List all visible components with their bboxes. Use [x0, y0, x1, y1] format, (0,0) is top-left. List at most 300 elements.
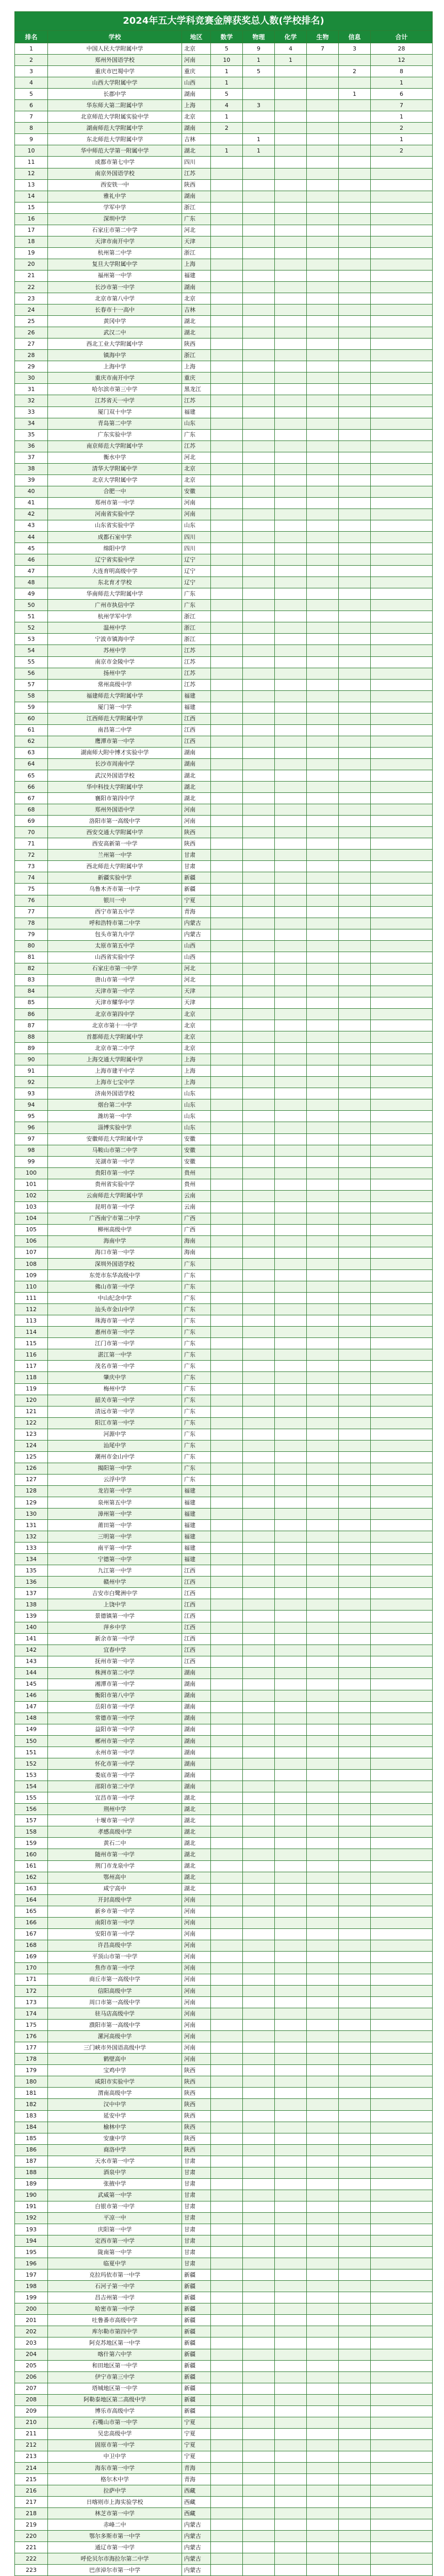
cell-school: 潮州市金山中学: [48, 1451, 182, 1463]
cell-region: 宁夏: [182, 2451, 211, 2462]
cell-rank: 143: [15, 1656, 48, 1667]
cell-total: [371, 1122, 433, 1133]
cell-total: [371, 1247, 433, 1258]
cell-physics: [243, 1633, 275, 1645]
cell-math: [211, 1031, 243, 1043]
cell-physics: [243, 2360, 275, 2371]
cell-school: 上海中学: [48, 361, 182, 372]
cell-biology: [307, 202, 339, 213]
cell-biology: [307, 304, 339, 316]
cell-total: [371, 816, 433, 827]
cell-region: 广东: [182, 213, 211, 225]
cell-math: [211, 2371, 243, 2383]
cell-total: [371, 2383, 433, 2394]
cell-physics: [243, 2178, 275, 2190]
cell-total: [371, 1043, 433, 1054]
cell-rank: 95: [15, 1111, 48, 1122]
table-row: [15, 293, 433, 304]
cell-biology: [307, 566, 339, 577]
cell-chemistry: [275, 872, 307, 884]
cell-school: 南京外国语学校: [48, 168, 182, 179]
cell-chemistry: [275, 2281, 307, 2292]
cell-math: [211, 486, 243, 497]
cell-informatics: [339, 804, 371, 816]
table-row: [15, 43, 433, 55]
cell-total: [371, 952, 433, 963]
cell-chemistry: [275, 2008, 307, 2020]
cell-total: [371, 2531, 433, 2542]
cell-total: [371, 2110, 433, 2122]
cell-rank: 77: [15, 906, 48, 918]
cell-chemistry: [275, 1054, 307, 1065]
table-row: [15, 304, 433, 316]
ranking-table-container: [14, 11, 432, 2576]
cell-school: 驻马店高级中学: [48, 2008, 182, 2020]
table-row: [15, 532, 433, 543]
cell-physics: [243, 2394, 275, 2405]
cell-region: 陕西: [182, 2144, 211, 2156]
cell-biology: [307, 2349, 339, 2360]
cell-total: [371, 2497, 433, 2508]
table-row: [15, 1247, 433, 1258]
cell-region: 甘肃: [182, 2201, 211, 2212]
cell-biology: [307, 1043, 339, 1054]
cell-region: 河南: [182, 1951, 211, 1962]
cell-chemistry: [275, 1883, 307, 1894]
cell-school: 鹰潭市第一中学: [48, 736, 182, 747]
cell-biology: [307, 940, 339, 952]
cell-informatics: [339, 2031, 371, 2042]
cell-biology: [307, 1474, 339, 1485]
cell-total: [371, 2258, 433, 2269]
cell-rank: 184: [15, 2122, 48, 2133]
cell-chemistry: [275, 1020, 307, 1031]
cell-total: [371, 1758, 433, 1770]
table-title: 2024年五大学科竞赛金牌获奖总人数(学校排名): [15, 12, 433, 31]
cell-physics: [243, 1122, 275, 1133]
cell-informatics: [339, 1577, 371, 1588]
cell-total: [371, 2485, 433, 2497]
table-row: [15, 1826, 433, 1838]
cell-informatics: [339, 1509, 371, 1520]
cell-school: 杭州学军中学: [48, 611, 182, 622]
cell-school: 和田地区第一中学: [48, 2360, 182, 2371]
cell-school: 许昌高级中学: [48, 1940, 182, 1951]
cell-math: [211, 1259, 243, 1270]
cell-rank: 78: [15, 918, 48, 929]
table-row: [15, 872, 433, 884]
cell-total: [371, 1485, 433, 1497]
cell-chemistry: [275, 724, 307, 736]
cell-chemistry: [275, 1213, 307, 1224]
cell-informatics: [339, 157, 371, 168]
cell-chemistry: [275, 1224, 307, 1235]
cell-region: 广东: [182, 1361, 211, 1372]
cell-biology: [307, 850, 339, 861]
cell-math: [211, 713, 243, 724]
cell-physics: [243, 1383, 275, 1395]
cell-school: 上海交通大学附属中学: [48, 1054, 182, 1065]
table-row: [15, 497, 433, 509]
cell-informatics: [339, 452, 371, 463]
cell-math: [211, 622, 243, 634]
cell-chemistry: [275, 2088, 307, 2099]
cell-school: 江苏省天一中学: [48, 395, 182, 406]
cell-math: [211, 702, 243, 713]
cell-chemistry: [275, 736, 307, 747]
cell-total: [371, 2292, 433, 2303]
cell-rank: 190: [15, 2190, 48, 2201]
cell-math: [211, 213, 243, 225]
cell-chemistry: [275, 1293, 307, 1304]
cell-region: 广东: [182, 1270, 211, 1281]
cell-biology: [307, 55, 339, 66]
cell-physics: [243, 1894, 275, 1906]
table-row: [15, 2190, 433, 2201]
cell-informatics: [339, 747, 371, 758]
table-row: [15, 1917, 433, 1928]
table-row: [15, 2076, 433, 2088]
cell-informatics: [339, 963, 371, 974]
cell-biology: [307, 474, 339, 486]
cell-school: 阳江市第一中学: [48, 1417, 182, 1429]
cell-rank: 223: [15, 2565, 48, 2576]
cell-total: [371, 2315, 433, 2326]
cell-informatics: [339, 906, 371, 918]
table-row: [15, 1054, 433, 1065]
cell-chemistry: [275, 2224, 307, 2235]
cell-informatics: [339, 2110, 371, 2122]
cell-math: [211, 2167, 243, 2178]
cell-total: [371, 1599, 433, 1611]
cell-physics: [243, 963, 275, 974]
cell-math: [211, 1792, 243, 1804]
cell-math: 1: [211, 77, 243, 89]
cell-biology: [307, 2303, 339, 2315]
cell-informatics: [339, 1781, 371, 1792]
cell-total: [371, 918, 433, 929]
cell-physics: [243, 452, 275, 463]
cell-chemistry: [275, 2542, 307, 2553]
cell-physics: [243, 1008, 275, 1020]
cell-physics: [243, 123, 275, 134]
cell-total: [371, 1917, 433, 1928]
cell-biology: [307, 2508, 339, 2519]
cell-school: 十堰市第一中学: [48, 1815, 182, 1826]
cell-math: [211, 1860, 243, 1872]
cell-region: 山西: [182, 940, 211, 952]
cell-total: [371, 1406, 433, 1417]
cell-math: [211, 895, 243, 906]
cell-school: 呼和浩特市第二中学: [48, 918, 182, 929]
table-row: [15, 259, 433, 270]
cell-physics: [243, 770, 275, 782]
table-row: [15, 1122, 433, 1133]
cell-rank: 38: [15, 463, 48, 474]
cell-physics: [243, 1986, 275, 1997]
table-row: [15, 1815, 433, 1826]
table-row: [15, 895, 433, 906]
cell-region: 新疆: [182, 2371, 211, 2383]
cell-informatics: [339, 1679, 371, 1690]
cell-region: 湖北: [182, 1849, 211, 1860]
cell-school: 伊宁市第三中学: [48, 2371, 182, 2383]
table-row: [15, 1315, 433, 1327]
cell-biology: [307, 225, 339, 236]
cell-math: 2: [211, 123, 243, 134]
table-row: [15, 1201, 433, 1213]
cell-chemistry: [275, 997, 307, 1008]
cell-rank: 158: [15, 1826, 48, 1838]
cell-physics: [243, 1565, 275, 1577]
table-row: [15, 2508, 433, 2519]
cell-rank: 163: [15, 1883, 48, 1894]
cell-rank: 2: [15, 55, 48, 66]
cell-biology: [307, 1633, 339, 1645]
table-row: [15, 213, 433, 225]
cell-rank: 12: [15, 168, 48, 179]
cell-school: 鄂尔多斯市第一中学: [48, 2531, 182, 2542]
cell-biology: [307, 2497, 339, 2508]
cell-total: [371, 281, 433, 293]
cell-informatics: [339, 816, 371, 827]
cell-chemistry: [275, 213, 307, 225]
cell-region: 山西: [182, 77, 211, 89]
cell-region: 黑龙江: [182, 384, 211, 395]
cell-rank: 105: [15, 1224, 48, 1235]
table-row: [15, 2247, 433, 2258]
cell-informatics: [339, 1304, 371, 1315]
table-row: [15, 2144, 433, 2156]
cell-total: [371, 634, 433, 645]
cell-informatics: [339, 1077, 371, 1088]
cell-region: 宁夏: [182, 2428, 211, 2439]
cell-biology: [307, 497, 339, 509]
cell-chemistry: [275, 1463, 307, 1474]
cell-rank: 198: [15, 2281, 48, 2292]
cell-chemistry: [275, 1622, 307, 1633]
table-row: [15, 406, 433, 418]
table-row: [15, 2542, 433, 2553]
cell-rank: 167: [15, 1928, 48, 1940]
cell-biology: [307, 429, 339, 440]
cell-math: [211, 2451, 243, 2462]
cell-total: [371, 793, 433, 804]
cell-informatics: [339, 225, 371, 236]
cell-chemistry: [275, 1451, 307, 1463]
cell-region: 湖南: [182, 1713, 211, 1724]
table-row: [15, 940, 433, 952]
cell-math: [211, 2020, 243, 2031]
cell-math: [211, 827, 243, 838]
cell-rank: 192: [15, 2212, 48, 2224]
cell-chemistry: [275, 338, 307, 350]
table-row: [15, 2065, 433, 2076]
cell-chemistry: [275, 622, 307, 634]
cell-rank: 133: [15, 1543, 48, 1554]
cell-chemistry: [275, 2212, 307, 2224]
cell-total: [371, 2371, 433, 2383]
cell-rank: 181: [15, 2088, 48, 2099]
cell-physics: [243, 1713, 275, 1724]
cell-total: [371, 1986, 433, 1997]
cell-physics: [243, 2190, 275, 2201]
cell-math: [211, 2303, 243, 2315]
cell-school: 赣州中学: [48, 1577, 182, 1588]
cell-school: 白银市第一中学: [48, 2201, 182, 2212]
cell-math: [211, 918, 243, 929]
cell-math: [211, 1611, 243, 1622]
cell-chemistry: [275, 145, 307, 157]
cell-region: 新疆: [182, 2303, 211, 2315]
cell-rank: 113: [15, 1315, 48, 1327]
cell-biology: [307, 554, 339, 566]
table-row: [15, 1792, 433, 1804]
cell-chemistry: [275, 1145, 307, 1156]
cell-math: [211, 1122, 243, 1133]
cell-school: 克拉玛依市第一中学: [48, 2269, 182, 2281]
cell-school: 喀什第六中学: [48, 2349, 182, 2360]
cell-biology: [307, 2451, 339, 2462]
cell-physics: [243, 2315, 275, 2326]
cell-region: 上海: [182, 1054, 211, 1065]
cell-school: 新余市第一中学: [48, 1633, 182, 1645]
cell-rank: 118: [15, 1372, 48, 1383]
cell-rank: 31: [15, 384, 48, 395]
cell-rank: 44: [15, 532, 48, 543]
cell-region: 浙江: [182, 611, 211, 622]
cell-rank: 112: [15, 1304, 48, 1315]
cell-biology: [307, 463, 339, 474]
table-row: [15, 1906, 433, 1917]
cell-school: 安阳市第一中学: [48, 1928, 182, 1940]
cell-total: [371, 577, 433, 588]
cell-physics: [243, 463, 275, 474]
table-row: [15, 963, 433, 974]
cell-total: [371, 2439, 433, 2451]
cell-region: 江苏: [182, 395, 211, 406]
cell-math: [211, 418, 243, 429]
cell-biology: [307, 509, 339, 520]
cell-physics: [243, 1962, 275, 1974]
cell-biology: [307, 758, 339, 770]
cell-informatics: [339, 2269, 371, 2281]
table-row: [15, 1645, 433, 1656]
cell-school: 海东市第一中学: [48, 2462, 182, 2473]
cell-informatics: [339, 1883, 371, 1894]
cell-math: [211, 861, 243, 872]
cell-chemistry: [275, 463, 307, 474]
cell-biology: [307, 1622, 339, 1633]
cell-school: 濮阳市第一高级中学: [48, 2020, 182, 2031]
cell-region: 陕西: [182, 2088, 211, 2099]
table-row: [15, 1259, 433, 1270]
cell-biology: [307, 247, 339, 259]
cell-chemistry: [275, 611, 307, 622]
cell-region: 湖南: [182, 281, 211, 293]
table-header-row: [15, 31, 433, 43]
cell-chemistry: [275, 2497, 307, 2508]
cell-region: 甘肃: [182, 2212, 211, 2224]
cell-total: [371, 554, 433, 566]
cell-school: 华中科技大学附属中学: [48, 782, 182, 793]
cell-school: 宜昌市第一中学: [48, 1792, 182, 1804]
cell-region: 甘肃: [182, 2156, 211, 2167]
table-row: [15, 2008, 433, 2020]
cell-physics: [243, 1020, 275, 1031]
cell-biology: [307, 1656, 339, 1667]
cell-informatics: [339, 1860, 371, 1872]
cell-total: [371, 1531, 433, 1543]
cell-biology: [307, 520, 339, 531]
cell-total: [371, 2178, 433, 2190]
cell-physics: [243, 2054, 275, 2065]
cell-total: [371, 1633, 433, 1645]
cell-school: 昆明市第一中学: [48, 1201, 182, 1213]
cell-total: [371, 1883, 433, 1894]
cell-region: 甘肃: [182, 2224, 211, 2235]
cell-rank: 39: [15, 474, 48, 486]
cell-chemistry: [275, 2553, 307, 2565]
table-row: [15, 281, 433, 293]
cell-region: 广东: [182, 588, 211, 600]
cell-math: [211, 2474, 243, 2485]
cell-rank: 210: [15, 2417, 48, 2428]
cell-physics: [243, 2462, 275, 2473]
cell-chemistry: [275, 520, 307, 531]
cell-school: 库尔勒市第四中学: [48, 2326, 182, 2337]
cell-physics: [243, 474, 275, 486]
cell-total: [371, 827, 433, 838]
cell-physics: [243, 702, 275, 713]
cell-rank: 191: [15, 2201, 48, 2212]
cell-region: 内蒙古: [182, 929, 211, 940]
cell-region: 陕西: [182, 2110, 211, 2122]
cell-math: [211, 1690, 243, 1701]
cell-school: 林芝市第一中学: [48, 2508, 182, 2519]
cell-informatics: [339, 2258, 371, 2269]
cell-school: 苏州中学: [48, 645, 182, 656]
cell-rank: 197: [15, 2269, 48, 2281]
cell-math: [211, 2326, 243, 2337]
cell-biology: [307, 1667, 339, 1679]
table-row: [15, 77, 433, 89]
cell-biology: [307, 1372, 339, 1383]
cell-rank: 150: [15, 1735, 48, 1747]
cell-physics: [243, 2474, 275, 2485]
cell-biology: [307, 1281, 339, 1293]
cell-rank: 74: [15, 872, 48, 884]
cell-school: 汕头市金山中学: [48, 1304, 182, 1315]
table-row: [15, 1849, 433, 1860]
cell-total: [371, 270, 433, 281]
cell-region: 重庆: [182, 372, 211, 384]
cell-school: 绵阳中学: [48, 543, 182, 554]
cell-chemistry: [275, 1372, 307, 1383]
cell-total: 2: [371, 145, 433, 157]
cell-math: [211, 645, 243, 656]
cell-total: [371, 1224, 433, 1235]
cell-informatics: [339, 1758, 371, 1770]
cell-total: [371, 1906, 433, 1917]
cell-school: 湛江第一中学: [48, 1349, 182, 1361]
cell-math: [211, 566, 243, 577]
table-row: [15, 1554, 433, 1565]
cell-chemistry: [275, 1008, 307, 1020]
table-row: [15, 656, 433, 668]
cell-math: [211, 668, 243, 679]
cell-school: 新疆实验中学: [48, 872, 182, 884]
